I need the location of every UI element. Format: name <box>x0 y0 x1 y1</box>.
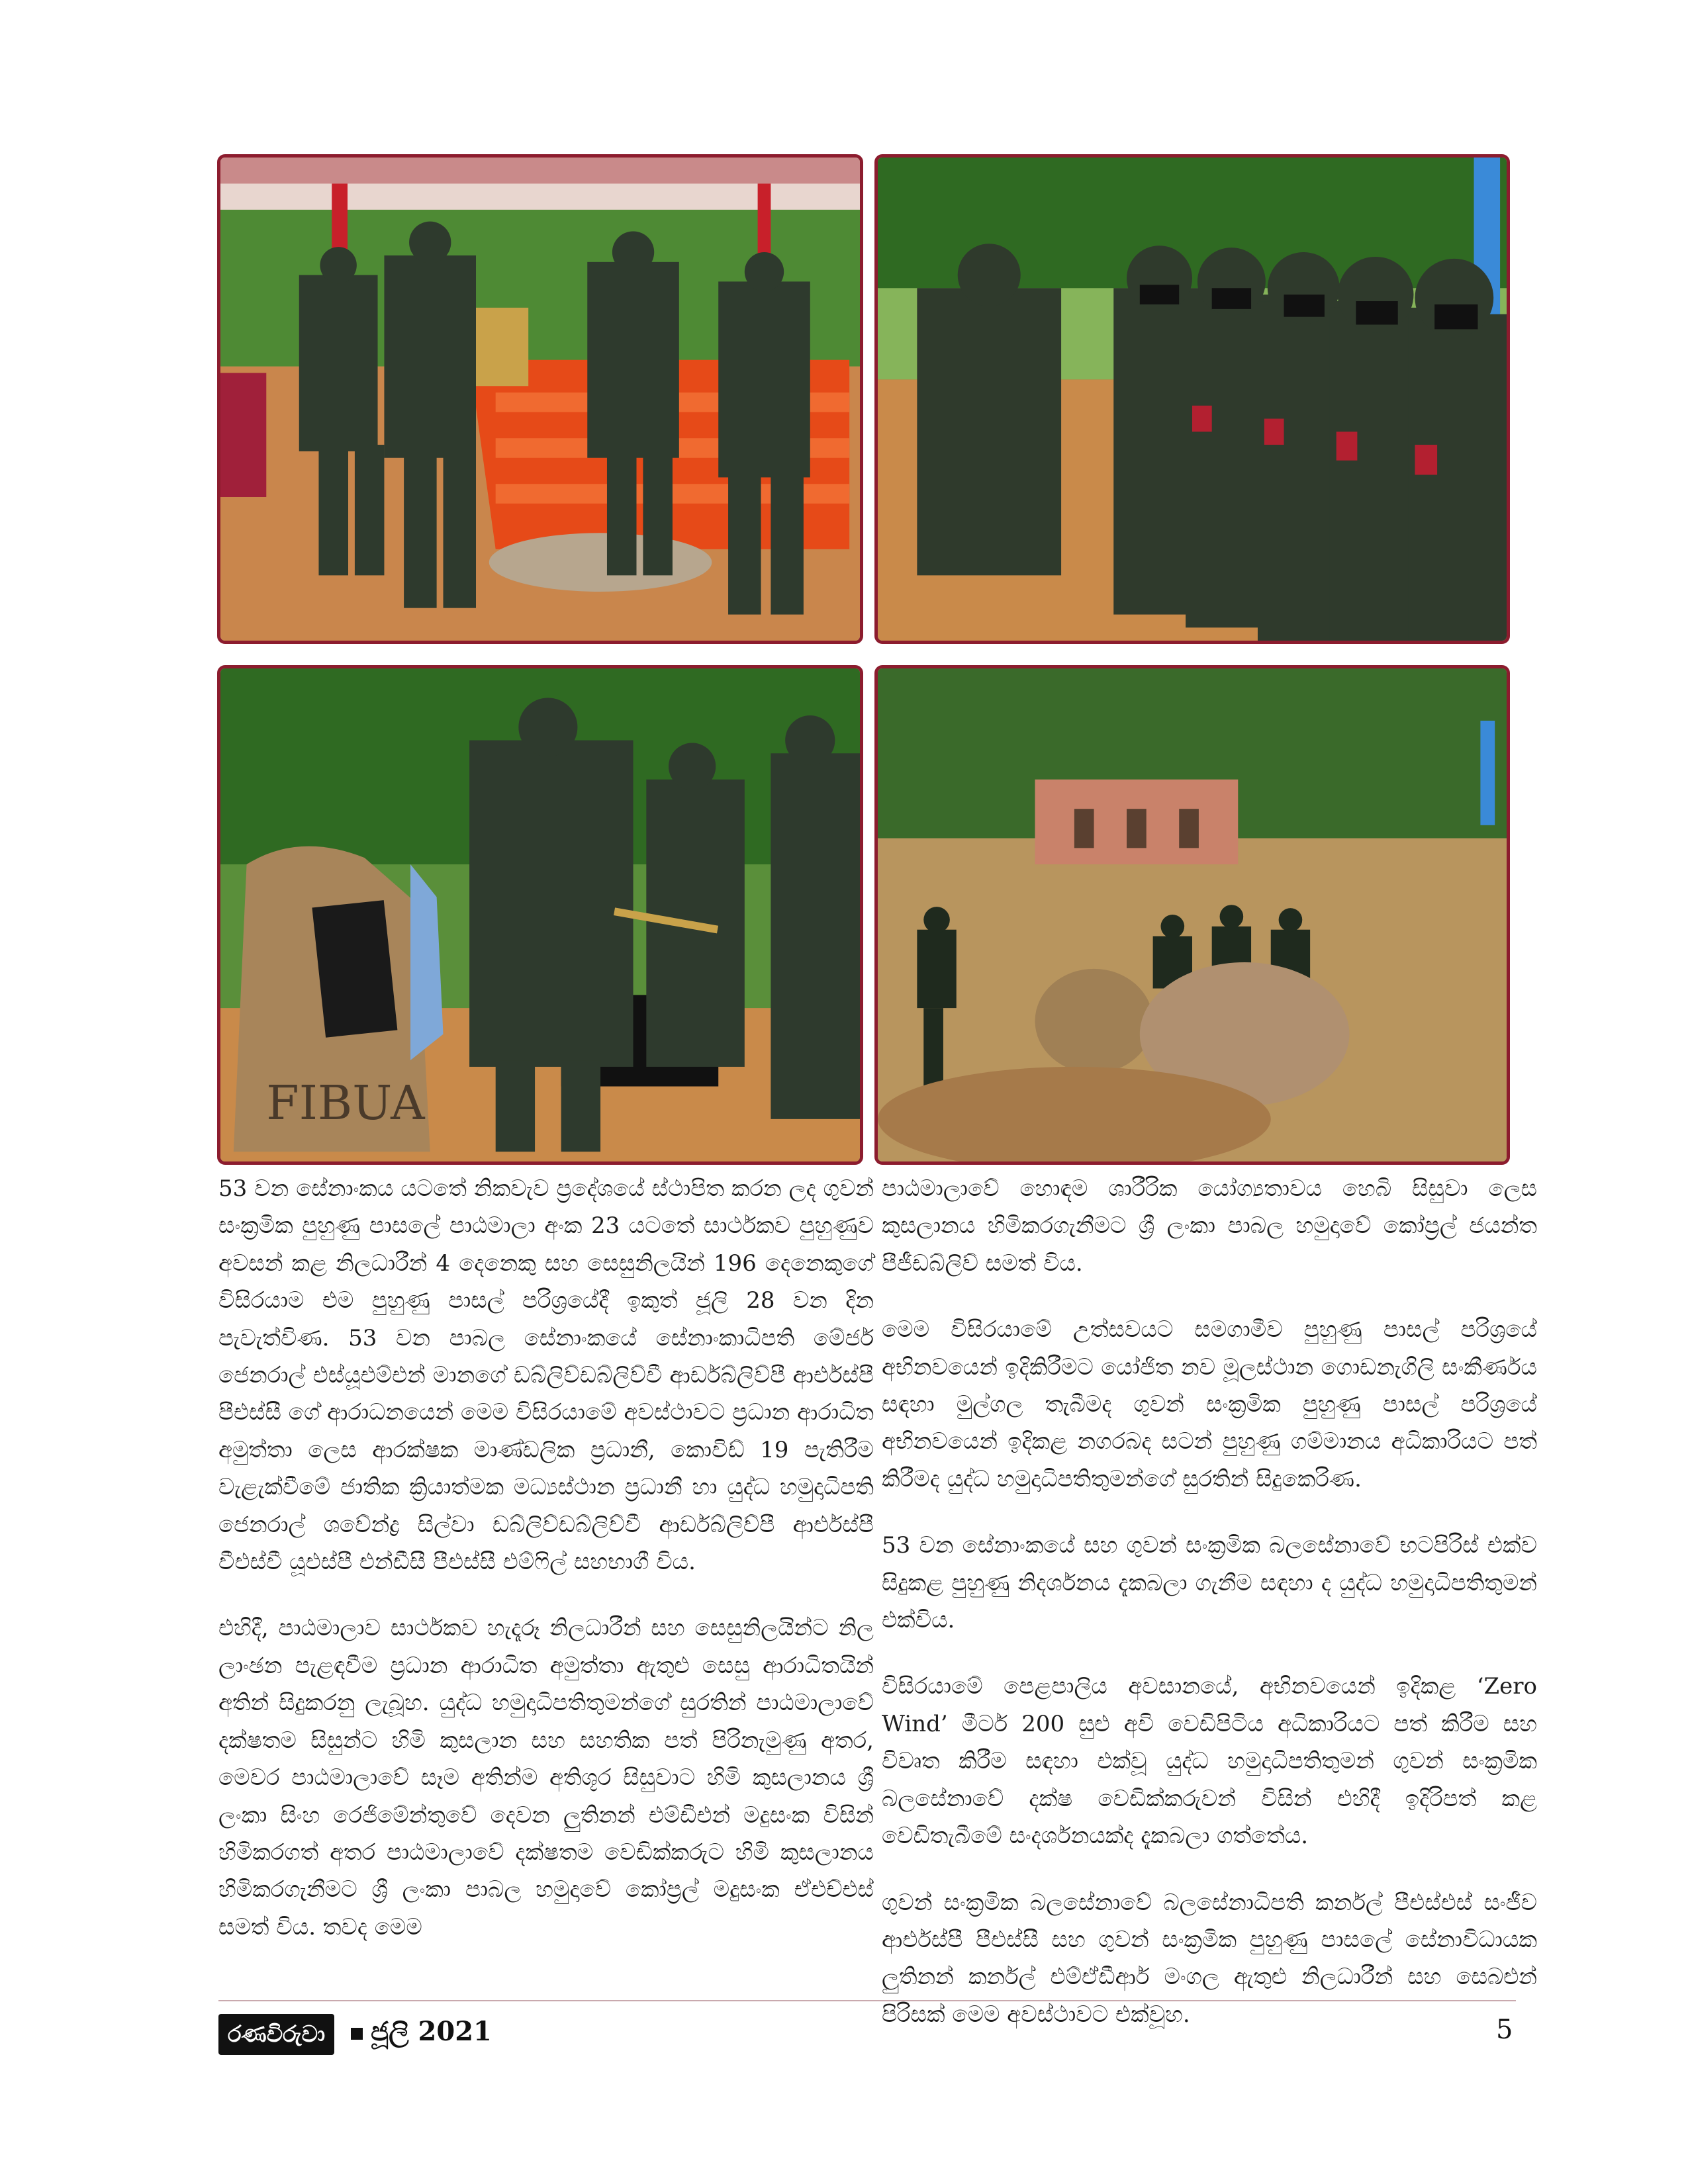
demo-scene-image <box>878 668 1507 1161</box>
paragraph: පාඨමාලාවේ හොඳම ශාරීරික යෝග්‍යතාවය හෙබි සිසුවා ලෙස කුසලානය හිමිකරගැනීමට ශ්‍රී ලංකා පාබල හමුදාවේ කෝප්‍රල් ජයන්ත පීජීඩබ්ලිව් සමත් විය. <box>882 1175 1537 1277</box>
article-column-left <box>218 1170 874 1975</box>
photo-plaque-unveiling <box>217 665 863 1165</box>
article-column-right <box>882 1170 1537 2062</box>
photo-medal-inspection <box>874 154 1510 644</box>
paragraph: ගුවන් සංක්‍රමික බලසේනාවේ බලසේනාධිපති කර්නල් පීඑස්එස් සංජීව ආර්එස්පී පීඑස්සී සහ ගුවන් සංක්‍රමික පුහුණු පාසලේ සේනාවිධායක ලුතිනන් කර්නල් එම්ඒඩීආර් මංගල ඇතුළු නිලධාරීන් සහ සෙබළුන් පිරිසක් මෙම අවස්ථාවට එක්වූහ. <box>882 1889 1537 2028</box>
inspection-scene-image <box>878 158 1507 641</box>
paragraph: 53 වන සේනාංකය යටතේ නිකවැව ප්‍රදේශයේ ස්ථාපිත කරන ලද ගුවන් සංක්‍රමික පුහුණු පාසලේ පාඨමාලා අංක 23 යටතේ සාර්ථකව පුහුණුව අවසන් කළ නිලධාරීන් 4 දෙනෙකු සහ සෙසුනිලයින් 196 දෙනෙකුගේ විසිරයාම එම පුහුණු පාසල් පරිශ්‍රයේදී ඉකුත් ජූලි 28 වන දින පැවැත්විණ. 53 වන පාබල සේනාංකයේ සේනාංකාධිපති මේජර් ජෙනරාල් එස්යූඑම්එන් මානගේ ඩබ්ලිව්ඩබ්ලිව්වී ආර්ඩබ්ලිව්පී ආර්එස්පී පීඑස්සී ගේ ආරාධනයෙන් මෙම විසිරයාමේ අවස්ථාවට ප්‍රධාන ආරාධිත අමුත්තා ලෙස ආරක්ෂක මාණ්ඩලික ප්‍රධානී, කොවිඩ් 19 පැතිරීම වැළැක්වීමේ ජාතික ක්‍රියාත්මක මධ්‍යස්ථාන ප්‍රධානී හා යුද්ධ හමුදාධිපති ජෙනරාල් ශවේන්ද්‍ර සිල්වා ඩබ්ලිව්ඩබ්ලිව්වී ආර්ඩබ්ලිව්පී ආර්එස්පී වීඑස්වී යූඑස්පී එන්ඩීසී පීඑස්සී එම්ෆිල් සහභාගී විය. <box>218 1175 874 1576</box>
footer-divider <box>218 2000 1516 2001</box>
issue-date: ජූලි 2021 <box>371 2016 492 2047</box>
paragraph: 53 වන සේනාංකයේ සහ ගුවන් සංක්‍රමික බලසේනාවේ භටපිරිස් එක්ව සිදුකළ පුහුණු නිදර්ශනය දැකබලා ගැනීම සඳහා ද යුද්ධ හමුදාධිපතිතුමන් එක්විය. <box>882 1532 1537 1634</box>
paragraph: විසිරයාමේ පෙළපාලිය අවසානයේ, අභිනවයෙන් ඉදිකළ ‘Zero Wind’ මීටර් 200 සුළු අවි වෙඩිපිටිය අධිකාරියට පත් කිරීම සහ විවෘත කිරීම සඳහා එක්වූ යුද්ධ හමුදාධිපතිතුමන් ගුවන් සංක්‍රමික බලසේනාවේ දක්ෂ වෙඩික්කරුවන් විසින් එහිදී ඉදිරිපත් කළ වෙඩිතැබීමේ සංදර්ශනයක්ද දැකබලා ගත්තේය. <box>882 1673 1537 1850</box>
magazine-logo: රණවිරුවා <box>218 2014 334 2055</box>
plaque-lettering: FIBUA <box>266 1075 425 1130</box>
paragraph: එහිදී, පාඨමාලාව සාර්ථකව හැදෑරූ නිලධාරීන් සහ සෙසුනිලයින්ට නිල ලාංඡන පැළඳවීම ප්‍රධාන ආරාධිත අමුත්තා ඇතුළු සෙසු ආරාධිතයින් අතින් සිදුකරනු ලැබූහ. යුද්ධ හමුදාධිපතිතුමන්ගේ සුරතින් පාඨමාලාවේ දක්ෂතම සිසුන්ට හිමි කුසලාන සහ සහතික පත් පිරිනැමුණු අතර, මෙවර පාඨමාලාවේ සෑම අතින්ම අතිශූර සිසුවාට හිමි කුසලානය ශ්‍රී ලංකා සිංහ රෙජිමේන්තුවේ දෙවන ලුතිනන් එම්ඩීඑන් මදුසංක විසින් හිමිකරගත් අතර පාඨමාලාවේ දක්ෂතම වෙඩික්කරුට හිමි කුසලානය හිමිකරගැනීමට ශ්‍රී ලංකා පාබල හමුදාවේ කෝප්‍රල් මදුසංක ඒඑච්එස් සමත් විය. තවද මෙම <box>218 1615 874 1940</box>
photo-live-fire-demo <box>874 665 1510 1165</box>
square-bullet-icon <box>351 2028 363 2040</box>
page-number: 5 <box>1496 2015 1513 2045</box>
photo-certificate-award <box>217 154 863 644</box>
award-scene-image <box>220 158 860 641</box>
unveiling-scene-image <box>220 668 860 1161</box>
paragraph: මෙම විසිරයාමේ උත්සවයට සමගාමීව පුහුණු පාසල් පරිශ්‍රයේ අභිනවයෙන් ඉදිකිරීමට යෝජිත නව මූලස්ථාන ගොඩනැගිලි සංකීර්ණය සඳහා මුල්ගල තැබීමද ගුවන් සංක්‍රමික පුහුණු පාසල් පරිශ්‍රයේ අභිනවයෙන් ඉදිකළ නගරබද සටන් පුහුණු ගම්මානය අධිකාරියට පත් කිරීමද යුද්ධ හමුදාධිපතිතුමන්ගේ සුරතින් සිදුකෙරිණ. <box>882 1316 1537 1492</box>
